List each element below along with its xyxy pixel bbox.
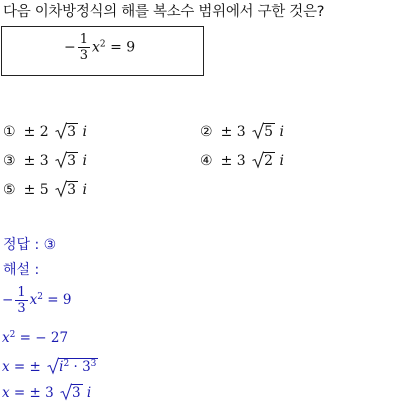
step1-exponent: 2 xyxy=(37,292,43,303)
solution-step-1 xyxy=(2,286,71,315)
equation-var: x xyxy=(92,39,100,56)
equation-frac-den: 3 xyxy=(79,48,89,63)
solution-step-3 xyxy=(2,358,98,375)
step3-lhs: x xyxy=(2,359,10,375)
step1-frac-num: 1 xyxy=(17,285,26,300)
choice-radicand: 2 xyxy=(264,153,274,169)
answer-label: 정답 : xyxy=(3,237,44,253)
choice-sign: ± 3 xyxy=(220,124,246,140)
choice-unit: i xyxy=(82,153,87,169)
choice-4[interactable] xyxy=(200,152,284,169)
step1-minus: − xyxy=(2,292,14,308)
choice-number: ④ xyxy=(200,153,213,169)
answer-value: ③ xyxy=(43,237,57,253)
choice-sign: ± 2 xyxy=(23,124,49,140)
choice-radicand: 3 xyxy=(67,124,77,140)
step3-radicand xyxy=(58,358,98,374)
step1-frac-den: 3 xyxy=(17,301,26,316)
equation-exponent: 2 xyxy=(99,39,106,50)
solution-step-2 xyxy=(2,330,68,346)
step3-i-exponent: 2 xyxy=(63,359,70,370)
step4-unit: i xyxy=(86,385,92,401)
choice-number: ① xyxy=(3,124,16,140)
choice-number: ⑤ xyxy=(3,182,16,198)
step1-var: x xyxy=(29,292,38,308)
equation-fraction xyxy=(78,33,90,62)
step2-rhs: = − 27 xyxy=(15,330,69,346)
equation-minus: − xyxy=(64,39,76,56)
solution-step-4 xyxy=(2,384,91,401)
choice-1[interactable] xyxy=(3,123,87,140)
choice-unit: i xyxy=(82,182,87,198)
sqrt-symbol xyxy=(252,123,275,140)
step1-rhs: = 9 xyxy=(42,292,72,308)
choice-unit: i xyxy=(279,124,284,140)
sqrt-symbol xyxy=(252,152,275,169)
sqrt-symbol xyxy=(60,384,83,401)
answer-line xyxy=(3,234,56,254)
step4-radicand: 3 xyxy=(72,385,81,401)
step3-i: i xyxy=(59,359,64,375)
step3-mid: = ± xyxy=(9,359,46,375)
sqrt-symbol xyxy=(55,152,78,169)
choice-radicand: 3 xyxy=(67,182,77,198)
sqrt-symbol xyxy=(55,123,78,140)
step2-exponent: 2 xyxy=(9,330,16,341)
step3-three-exponent: 3 xyxy=(90,359,97,370)
equation xyxy=(64,33,135,62)
choice-number: ② xyxy=(200,124,213,140)
choice-unit: i xyxy=(82,124,87,140)
choice-sign: ± 5 xyxy=(23,182,49,198)
choice-sign: ± 3 xyxy=(220,153,246,169)
question-text: 다음 이차방정식의 해를 복소수 범위에서 구한 것은? xyxy=(3,4,325,20)
step3-dot: · xyxy=(69,359,83,375)
choice-5[interactable] xyxy=(3,181,87,198)
choice-number: ③ xyxy=(3,153,16,169)
sqrt-symbol xyxy=(55,181,78,198)
sqrt-symbol xyxy=(47,358,98,375)
choice-radicand: 3 xyxy=(67,153,77,169)
choice-sign: ± 3 xyxy=(23,153,49,169)
step4-mid: = ± 3 xyxy=(9,385,59,401)
equation-rhs: = 9 xyxy=(105,39,136,56)
equation-frac-num: 1 xyxy=(79,32,89,47)
step4-lhs: x xyxy=(2,385,10,401)
choice-unit: i xyxy=(279,153,284,169)
choice-3[interactable] xyxy=(3,152,87,169)
choice-radicand: 5 xyxy=(264,124,274,140)
step3-three: 3 xyxy=(82,359,91,375)
solution-label: 해설 : xyxy=(3,262,40,278)
step2-var: x xyxy=(2,330,10,346)
step1-fraction xyxy=(15,286,27,315)
choice-2[interactable] xyxy=(200,123,284,140)
